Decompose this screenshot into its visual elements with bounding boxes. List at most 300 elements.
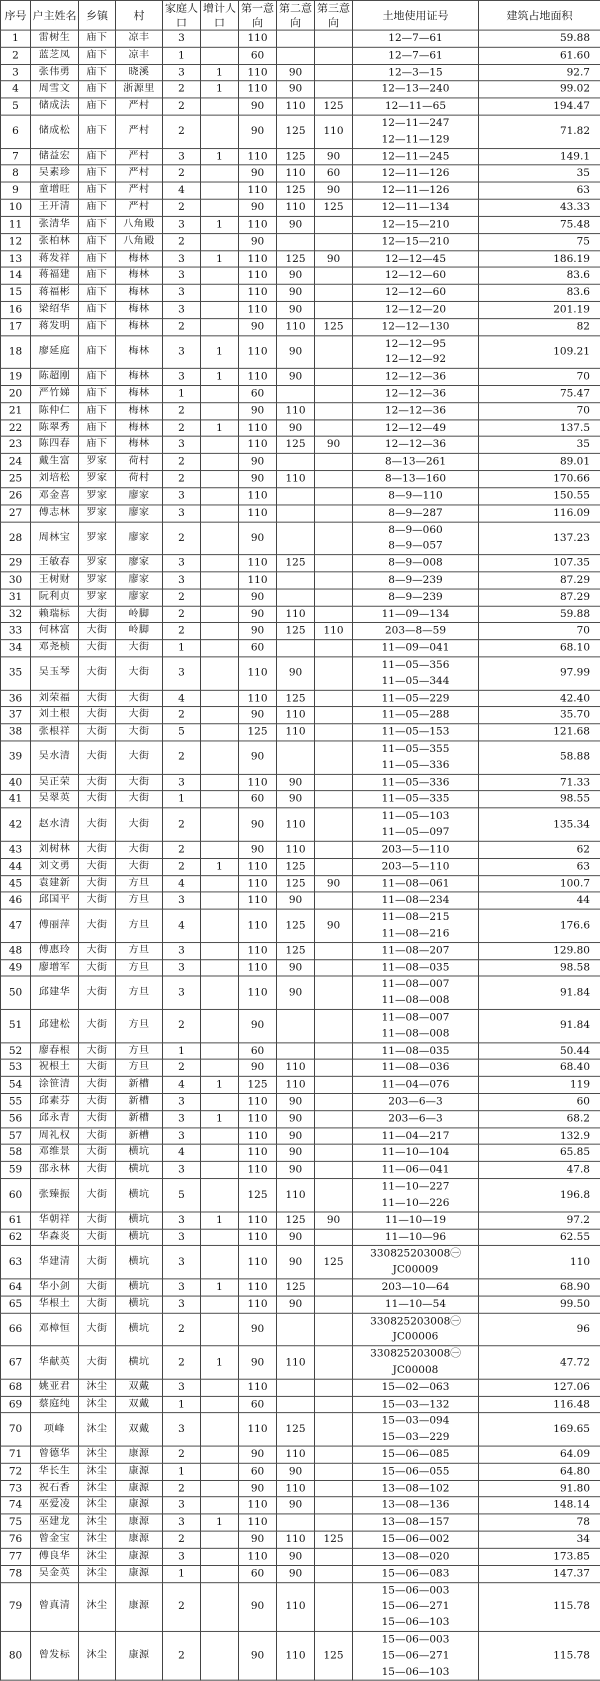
cell-intent-3 (315, 1179, 353, 1212)
cell-town: 罗家 (79, 471, 116, 488)
cell-seq: 50 (1, 976, 31, 1009)
cell-name: 戴生富 (31, 454, 79, 471)
cell-town: 罗家 (79, 555, 116, 572)
table-row (1, 216, 600, 233)
cell-family-pop: 3 (163, 284, 201, 301)
cell-seq: 38 (1, 724, 31, 741)
cell-intent-2 (277, 1043, 315, 1060)
cert-line: 8—9—239 (388, 591, 443, 603)
table-row (1, 1128, 600, 1145)
cell-village: 双戴 (116, 1396, 163, 1413)
table-row (1, 1043, 600, 1060)
table-row (1, 403, 600, 420)
cell-family-pop: 2 (163, 1582, 201, 1631)
table-row (1, 522, 600, 555)
cell-village: 大街 (116, 690, 163, 707)
cell-cert (353, 115, 479, 148)
cell-added-pop (201, 1145, 239, 1162)
cell-seq: 58 (1, 1145, 31, 1162)
cell-village: 方旦 (116, 1060, 163, 1077)
cell-town: 大街 (79, 841, 116, 858)
cell-family-pop: 3 (163, 250, 201, 267)
cell-seq: 74 (1, 1497, 31, 1514)
cell-town: 罗家 (79, 454, 116, 471)
cell-cert (353, 1077, 479, 1094)
cell-added-pop (201, 1296, 239, 1313)
cert-line: 15—03—132 (381, 1398, 450, 1410)
cell-seq: 77 (1, 1548, 31, 1565)
cell-intent-2 (277, 1009, 315, 1042)
cell-village: 梅林 (116, 318, 163, 335)
cell-name: 赖瑞标 (31, 606, 79, 623)
cell-cert (353, 1179, 479, 1212)
cell-intent-2: 90 (277, 1229, 315, 1246)
cert-line: 15—06—103 (381, 1616, 450, 1629)
cell-area: 115.78 (479, 1631, 600, 1680)
cell-town: 大街 (79, 791, 116, 808)
cell-intent-3: 125 (315, 1631, 353, 1680)
cell-added-pop (201, 488, 239, 505)
cell-intent-2 (277, 522, 315, 555)
cert-line: 203—10—64 (381, 1281, 450, 1293)
cell-intent-1: 110 (239, 1296, 277, 1313)
cell-area: 82 (479, 318, 600, 335)
cell-cert (353, 875, 479, 892)
cell-intent-2: 90 (277, 369, 315, 386)
cell-family-pop: 3 (163, 148, 201, 165)
cell-intent-3 (315, 942, 353, 959)
cell-seq: 17 (1, 318, 31, 335)
cert-line: 15—06—103 (381, 1665, 450, 1678)
cert-line: 11—09—041 (381, 642, 450, 654)
cell-seq: 8 (1, 165, 31, 182)
cell-seq: 9 (1, 182, 31, 199)
cell-name: 王开清 (31, 199, 79, 216)
cell-village: 方旦 (116, 909, 163, 942)
table-row (1, 369, 600, 386)
cell-cert (353, 522, 479, 555)
cell-cert (353, 572, 479, 589)
cell-cert (353, 98, 479, 115)
cell-family-pop: 2 (163, 808, 201, 841)
cell-added-pop (201, 1162, 239, 1179)
cell-intent-3 (315, 386, 353, 403)
cell-area: 91.80 (479, 1480, 600, 1497)
cell-village: 廖家 (116, 555, 163, 572)
cell-intent-3 (315, 741, 353, 774)
cell-intent-3 (315, 976, 353, 1009)
cell-added-pop (201, 403, 239, 420)
cell-seq: 21 (1, 403, 31, 420)
table-row (1, 623, 600, 640)
cell-intent-3 (315, 690, 353, 707)
table-row (1, 1413, 600, 1446)
cell-intent-2 (277, 640, 315, 657)
cell-intent-1: 90 (239, 741, 277, 774)
cell-name: 储成法 (31, 98, 79, 115)
cell-cert (353, 505, 479, 522)
cell-town: 庙下 (79, 165, 116, 182)
cell-name: 阮利贞 (31, 589, 79, 606)
cell-intent-2: 90 (277, 335, 315, 368)
cell-town: 大街 (79, 1346, 116, 1379)
cell-town: 沐尘 (79, 1446, 116, 1463)
table-row (1, 284, 600, 301)
cell-intent-3: 90 (315, 1212, 353, 1229)
cell-family-pop: 2 (163, 318, 201, 335)
cell-town: 庙下 (79, 182, 116, 199)
cell-name: 刘树林 (31, 841, 79, 858)
table-row (1, 81, 600, 98)
cell-intent-2: 110 (277, 1060, 315, 1077)
table-row (1, 1565, 600, 1582)
cell-cert (353, 1162, 479, 1179)
cell-seq: 76 (1, 1531, 31, 1548)
cell-seq: 36 (1, 690, 31, 707)
cert-line: 15—06—271 (381, 1600, 450, 1613)
cell-intent-3 (315, 724, 353, 741)
cell-seq: 61 (1, 1212, 31, 1229)
cert-line: 15—02—063 (381, 1381, 450, 1393)
cell-intent-1: 110 (239, 182, 277, 199)
cell-family-pop: 4 (163, 1077, 201, 1094)
cell-village: 梅林 (116, 420, 163, 437)
cert-line: 11—09—134 (381, 608, 450, 620)
cert-line: 11—10—54 (384, 1298, 447, 1310)
cell-area: 91.84 (479, 1009, 600, 1042)
cell-added-pop (201, 690, 239, 707)
cell-intent-2: 110 (277, 1346, 315, 1379)
cell-intent-2: 90 (277, 1565, 315, 1582)
cell-name: 华献英 (31, 1346, 79, 1379)
cell-added-pop: 1 (201, 216, 239, 233)
cell-area: 47.8 (479, 1162, 600, 1179)
cell-intent-1: 110 (239, 505, 277, 522)
cell-family-pop: 3 (163, 942, 201, 959)
cell-intent-1: 60 (239, 386, 277, 403)
cell-family-pop: 4 (163, 875, 201, 892)
cell-name: 童增旺 (31, 182, 79, 199)
table-row (1, 875, 600, 892)
cell-added-pop (201, 301, 239, 318)
cell-intent-2: 110 (277, 724, 315, 741)
cell-seq: 32 (1, 606, 31, 623)
cell-intent-2 (277, 1396, 315, 1413)
cell-seq: 20 (1, 386, 31, 403)
cell-intent-2: 90 (277, 774, 315, 791)
table-row (1, 1463, 600, 1480)
cell-family-pop: 1 (163, 1396, 201, 1413)
cell-cert (353, 488, 479, 505)
cell-cert (353, 640, 479, 657)
cell-name: 周雪文 (31, 81, 79, 98)
cell-village: 荷村 (116, 471, 163, 488)
table-row (1, 1582, 600, 1631)
cell-family-pop: 3 (163, 1229, 201, 1246)
cell-family-pop: 3 (163, 1514, 201, 1531)
cell-name: 华长生 (31, 1463, 79, 1480)
table-row (1, 1531, 600, 1548)
table-row (1, 1548, 600, 1565)
cell-cert (353, 47, 479, 64)
cell-name: 周林宝 (31, 522, 79, 555)
cell-intent-2: 110 (277, 1631, 315, 1680)
cell-town: 大街 (79, 1145, 116, 1162)
cell-family-pop: 2 (163, 454, 201, 471)
cell-area: 99.02 (479, 81, 600, 98)
cert-line: JC00006 (392, 1331, 439, 1343)
cert-line: 12—12—60 (384, 286, 447, 299)
cell-intent-2: 125 (277, 437, 315, 454)
cell-family-pop: 3 (163, 1212, 201, 1229)
cell-intent-3 (315, 589, 353, 606)
table-row (1, 420, 600, 437)
cert-line: 12—12—36 (384, 439, 447, 451)
cell-cert (353, 1548, 479, 1565)
cell-intent-3 (315, 707, 353, 724)
cell-intent-3: 90 (315, 909, 353, 942)
cell-area: 115.78 (479, 1582, 600, 1631)
table-row (1, 640, 600, 657)
cell-name: 华小剑 (31, 1279, 79, 1296)
cell-cert (353, 1565, 479, 1582)
cell-seq: 54 (1, 1077, 31, 1094)
cell-intent-3 (315, 1162, 353, 1179)
cell-intent-1: 110 (239, 216, 277, 233)
cell-area: 44 (479, 892, 600, 909)
cell-intent-3 (315, 47, 353, 64)
cell-family-pop: 2 (163, 1009, 201, 1042)
cell-village: 梅林 (116, 386, 163, 403)
cell-intent-1: 110 (239, 892, 277, 909)
cell-intent-1: 90 (239, 199, 277, 216)
cell-area: 149.1 (479, 148, 600, 165)
cell-area: 92.7 (479, 64, 600, 81)
cell-area: 135.34 (479, 808, 600, 841)
table-row (1, 318, 600, 335)
cell-area: 71.82 (479, 115, 600, 148)
cell-family-pop: 3 (163, 1296, 201, 1313)
cell-town: 沐尘 (79, 1379, 116, 1396)
cell-village: 方旦 (116, 1009, 163, 1042)
cell-seq: 65 (1, 1296, 31, 1313)
cell-area: 91.84 (479, 976, 600, 1009)
cell-name: 赵水清 (31, 808, 79, 841)
cell-intent-2: 110 (277, 1077, 315, 1094)
cell-seq: 22 (1, 420, 31, 437)
cell-seq: 11 (1, 216, 31, 233)
cell-seq: 1 (1, 30, 31, 47)
cell-added-pop (201, 1060, 239, 1077)
cell-family-pop: 3 (163, 1548, 201, 1565)
cell-area: 75.48 (479, 216, 600, 233)
table-row (1, 165, 600, 182)
cell-family-pop: 2 (163, 1313, 201, 1346)
cell-seq: 7 (1, 148, 31, 165)
cell-cert (353, 301, 479, 318)
cell-village: 严村 (116, 199, 163, 216)
cell-name: 巫建龙 (31, 1514, 79, 1531)
cell-village: 廖家 (116, 522, 163, 555)
cell-village: 方旦 (116, 875, 163, 892)
cell-name: 吴玉琴 (31, 657, 79, 690)
cell-cert (353, 808, 479, 841)
cell-intent-2: 110 (277, 1446, 315, 1463)
cell-added-pop (201, 657, 239, 690)
cell-village: 康源 (116, 1548, 163, 1565)
cell-town: 大街 (79, 640, 116, 657)
cell-seq: 67 (1, 1346, 31, 1379)
cell-area: 98.58 (479, 959, 600, 976)
cell-town: 庙下 (79, 335, 116, 368)
cell-family-pop: 2 (163, 1346, 201, 1379)
cell-village: 严村 (116, 148, 163, 165)
cell-family-pop: 3 (163, 369, 201, 386)
cell-town: 庙下 (79, 30, 116, 47)
cell-area: 70 (479, 403, 600, 420)
cell-intent-1: 90 (239, 589, 277, 606)
cell-name: 吴素珍 (31, 165, 79, 182)
cell-family-pop: 2 (163, 623, 201, 640)
cell-intent-1: 90 (239, 1060, 277, 1077)
cell-area: 59.88 (479, 30, 600, 47)
cell-family-pop: 4 (163, 182, 201, 199)
cell-name: 华根土 (31, 1296, 79, 1313)
cell-family-pop: 2 (163, 606, 201, 623)
cell-intent-2: 90 (277, 420, 315, 437)
cell-seq: 73 (1, 1480, 31, 1497)
table-row (1, 386, 600, 403)
cell-added-pop (201, 1631, 239, 1680)
cert-line: 11—08—035 (381, 961, 450, 974)
cell-intent-2: 110 (277, 841, 315, 858)
cell-name: 储益宏 (31, 148, 79, 165)
cell-seq: 12 (1, 233, 31, 250)
cert-line: 11—08—035 (381, 1044, 450, 1057)
cell-intent-1: 90 (239, 808, 277, 841)
cell-family-pop: 2 (163, 741, 201, 774)
cell-name: 雷树生 (31, 30, 79, 47)
cert-line: 15—06—083 (381, 1567, 450, 1580)
cell-area: 150.55 (479, 488, 600, 505)
cell-name: 袁建新 (31, 875, 79, 892)
cell-intent-1: 90 (239, 1531, 277, 1548)
cell-intent-1: 110 (239, 1145, 277, 1162)
cert-line: 11—08—008 (381, 1027, 450, 1040)
cell-intent-2 (277, 386, 315, 403)
cell-intent-3 (315, 1279, 353, 1296)
cell-cert (353, 1229, 479, 1246)
cell-village: 康源 (116, 1514, 163, 1531)
cell-intent-2 (277, 1514, 315, 1531)
cell-cert (353, 267, 479, 284)
cert-line: 12—11—247 (381, 117, 450, 130)
cell-intent-2 (277, 233, 315, 250)
cell-area: 61.60 (479, 47, 600, 64)
cell-village: 大街 (116, 657, 163, 690)
table-row (1, 488, 600, 505)
cell-cert (353, 589, 479, 606)
cell-intent-3 (315, 1111, 353, 1128)
cell-intent-3: 125 (315, 1246, 353, 1279)
cell-added-pop: 1 (201, 1514, 239, 1531)
cell-cert (353, 959, 479, 976)
cell-seq: 13 (1, 250, 31, 267)
cell-added-pop (201, 623, 239, 640)
cell-name: 陈仲仁 (31, 403, 79, 420)
cert-line: 11—05—097 (381, 826, 450, 839)
cert-line: 11—05—355 (381, 743, 450, 755)
cell-family-pop: 3 (163, 267, 201, 284)
table-row (1, 1497, 600, 1514)
cert-line: 8—9—060 (388, 524, 443, 536)
cell-name: 邓樟恒 (31, 1313, 79, 1346)
cell-added-pop (201, 437, 239, 454)
cell-family-pop: 3 (163, 657, 201, 690)
header-second-intention: 第二意向 (277, 0, 315, 30)
cell-intent-1: 110 (239, 1379, 277, 1396)
cell-name: 邱永青 (31, 1111, 79, 1128)
cell-town: 沐尘 (79, 1548, 116, 1565)
cell-family-pop: 1 (163, 1463, 201, 1480)
cell-seq: 33 (1, 623, 31, 640)
cell-intent-1: 110 (239, 437, 277, 454)
cell-village: 新槽 (116, 1094, 163, 1111)
cell-intent-3: 90 (315, 437, 353, 454)
cell-intent-2 (277, 488, 315, 505)
cell-cert (353, 976, 479, 1009)
cell-village: 晓溪 (116, 64, 163, 81)
cell-area: 100.7 (479, 875, 600, 892)
table-row (1, 1060, 600, 1077)
cell-name: 巫爱凌 (31, 1497, 79, 1514)
cell-town: 庙下 (79, 437, 116, 454)
cell-town: 沐尘 (79, 1413, 116, 1446)
cell-intent-3: 110 (315, 115, 353, 148)
cell-intent-2: 90 (277, 301, 315, 318)
cell-name: 张根祥 (31, 724, 79, 741)
cell-village: 方旦 (116, 892, 163, 909)
cell-name: 姚亚君 (31, 1379, 79, 1396)
cell-cert (353, 690, 479, 707)
cell-town: 大街 (79, 909, 116, 942)
cell-intent-1: 90 (239, 707, 277, 724)
header-seq: 序号 (1, 0, 31, 30)
cell-added-pop (201, 165, 239, 182)
cell-village: 浙源里 (116, 81, 163, 98)
table-row (1, 909, 600, 942)
cell-name: 邱建华 (31, 976, 79, 1009)
cell-intent-2 (277, 1313, 315, 1346)
header-building-area: 建筑占地面积 (479, 0, 600, 30)
cell-village: 梅林 (116, 335, 163, 368)
table-row (1, 1396, 600, 1413)
cell-town: 大街 (79, 808, 116, 841)
cell-family-pop: 2 (163, 858, 201, 875)
cell-area: 35.70 (479, 707, 600, 724)
cell-village: 廖家 (116, 589, 163, 606)
cert-line: 11—08—036 (381, 1061, 450, 1074)
cell-added-pop (201, 976, 239, 1009)
cell-name: 傅志林 (31, 505, 79, 522)
cell-area: 201.19 (479, 301, 600, 318)
cell-area: 43.33 (479, 199, 600, 216)
cell-seq: 55 (1, 1094, 31, 1111)
cell-family-pop: 3 (163, 216, 201, 233)
cell-added-pop: 1 (201, 1279, 239, 1296)
cell-village: 新槽 (116, 1111, 163, 1128)
table-row (1, 942, 600, 959)
